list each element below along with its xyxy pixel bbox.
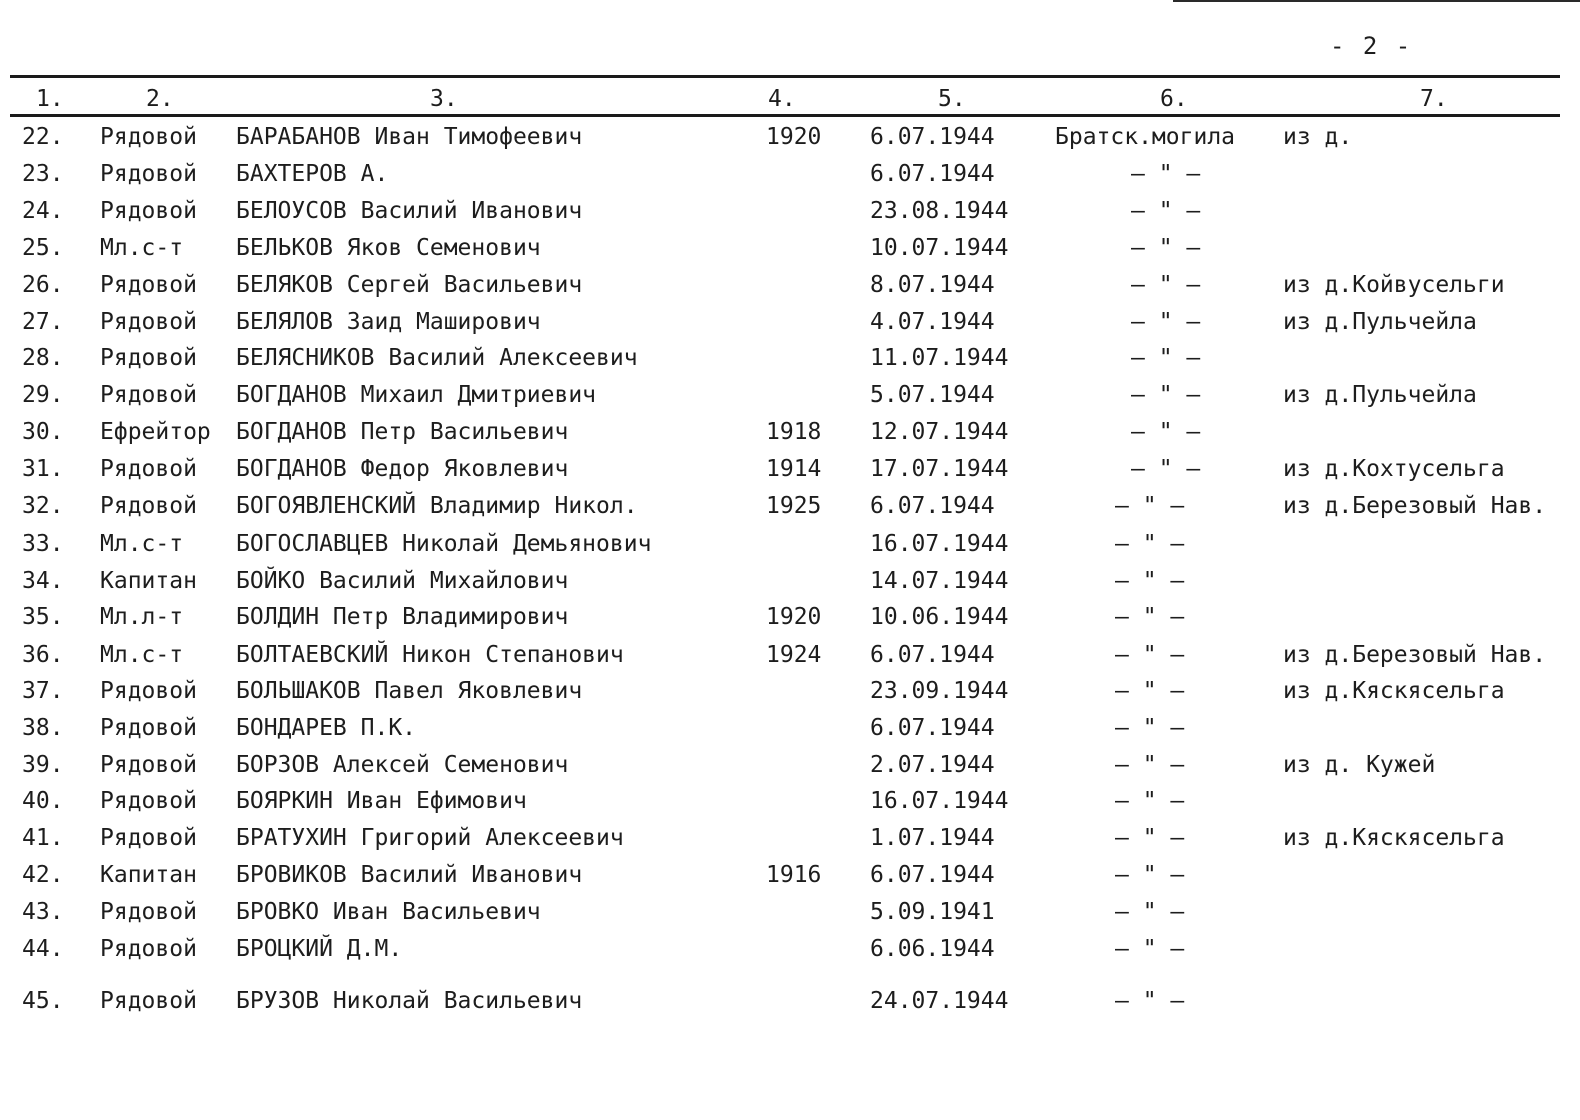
row-origin: из д.Кохтусельга bbox=[1283, 456, 1505, 482]
row-name: БРОВКО Иван Васильевич bbox=[236, 899, 541, 925]
row-death-date: 23.08.1944 bbox=[870, 198, 1009, 224]
row-burial-place: Братск.могила bbox=[1055, 124, 1236, 150]
row-name: БАХТЕРОВ А. bbox=[236, 161, 389, 187]
row-death-date: 17.07.1944 bbox=[870, 456, 1009, 482]
row-rank: Рядовой bbox=[100, 309, 197, 335]
table-row bbox=[0, 491, 1580, 521]
row-burial-place: – " – bbox=[1115, 788, 1185, 814]
row-death-date: 6.07.1944 bbox=[870, 493, 995, 519]
row-burial-place: – " – bbox=[1131, 161, 1201, 187]
table-row bbox=[0, 270, 1580, 300]
table-row bbox=[0, 640, 1580, 670]
row-number: 35. bbox=[22, 604, 64, 630]
row-death-date: 16.07.1944 bbox=[870, 788, 1009, 814]
row-name: БОГДАНОВ Федор Яковлевич bbox=[236, 456, 569, 482]
row-rank: Рядовой bbox=[100, 752, 197, 778]
row-name: БОРЗОВ Алексей Семенович bbox=[236, 752, 569, 778]
row-death-date: 6.07.1944 bbox=[870, 642, 995, 668]
row-name: БАРАБАНОВ Иван Тимофеевич bbox=[236, 124, 583, 150]
row-origin: из д.Пульчейла bbox=[1283, 382, 1477, 408]
row-rank: Капитан bbox=[100, 862, 197, 888]
row-name: БЕЛЯСНИКОВ Василий Алексеевич bbox=[236, 345, 638, 371]
row-birth-year: 1925 bbox=[766, 493, 822, 519]
header-top-rule bbox=[10, 75, 1560, 78]
row-rank: Рядовой bbox=[100, 382, 197, 408]
row-rank: Рядовой bbox=[100, 124, 197, 150]
row-death-date: 11.07.1944 bbox=[870, 345, 1009, 371]
row-rank: Рядовой bbox=[100, 345, 197, 371]
row-rank: Рядовой bbox=[100, 161, 197, 187]
row-death-date: 4.07.1944 bbox=[870, 309, 995, 335]
row-death-date: 10.06.1944 bbox=[870, 604, 1009, 630]
table-row bbox=[0, 380, 1580, 410]
row-number: 33. bbox=[22, 531, 64, 557]
row-rank: Рядовой bbox=[100, 493, 197, 519]
row-death-date: 6.07.1944 bbox=[870, 161, 995, 187]
row-rank: Рядовой bbox=[100, 456, 197, 482]
row-burial-place: – " – bbox=[1115, 862, 1185, 888]
row-birth-year: 1914 bbox=[766, 456, 822, 482]
row-origin: из д. bbox=[1283, 124, 1353, 150]
row-burial-place: – " – bbox=[1115, 988, 1185, 1014]
row-origin: из д. Кужей bbox=[1283, 752, 1436, 778]
row-name: БЕЛОУСОВ Василий Иванович bbox=[236, 198, 583, 224]
row-number: 41. bbox=[22, 825, 64, 851]
row-name: БОГДАНОВ Михаил Дмитриевич bbox=[236, 382, 597, 408]
row-death-date: 8.07.1944 bbox=[870, 272, 995, 298]
row-name: БРУЗОВ Николай Васильевич bbox=[236, 988, 583, 1014]
header-col-1: 1. bbox=[36, 86, 64, 112]
row-rank: Мл.с-т bbox=[100, 642, 184, 668]
row-name: БОЛТАЕВСКИЙ Никон Степанович bbox=[236, 642, 624, 668]
row-number: 24. bbox=[22, 198, 64, 224]
row-number: 40. bbox=[22, 788, 64, 814]
row-rank: Рядовой bbox=[100, 825, 197, 851]
row-number: 32. bbox=[22, 493, 64, 519]
row-name: БОГОСЛАВЦЕВ Николай Демьянович bbox=[236, 531, 652, 557]
row-name: БРОЦКИЙ Д.М. bbox=[236, 936, 403, 962]
row-burial-place: – " – bbox=[1131, 456, 1201, 482]
row-origin: из д.Кяскясельга bbox=[1283, 678, 1505, 704]
table-row bbox=[0, 750, 1580, 780]
row-number: 43. bbox=[22, 899, 64, 925]
row-number: 44. bbox=[22, 936, 64, 962]
row-rank: Рядовой bbox=[100, 678, 197, 704]
row-rank: Рядовой bbox=[100, 936, 197, 962]
row-death-date: 5.09.1941 bbox=[870, 899, 995, 925]
row-death-date: 12.07.1944 bbox=[870, 419, 1009, 445]
row-burial-place: – " – bbox=[1115, 604, 1185, 630]
row-birth-year: 1924 bbox=[766, 642, 822, 668]
row-burial-place: – " – bbox=[1115, 493, 1185, 519]
row-number: 25. bbox=[22, 235, 64, 261]
table-row bbox=[0, 159, 1580, 189]
top-edge-rule bbox=[1173, 0, 1580, 2]
table-row bbox=[0, 786, 1580, 816]
table-row bbox=[0, 307, 1580, 337]
table-row bbox=[0, 986, 1580, 1016]
header-col-7: 7. bbox=[1420, 86, 1448, 112]
table-header-row bbox=[0, 84, 1580, 114]
row-rank: Рядовой bbox=[100, 272, 197, 298]
row-number: 23. bbox=[22, 161, 64, 187]
row-number: 36. bbox=[22, 642, 64, 668]
row-birth-year: 1920 bbox=[766, 604, 822, 630]
row-name: БОГОЯВЛЕНСКИЙ Владимир Никол. bbox=[236, 493, 638, 519]
row-name: БОЛЬШАКОВ Павел Яковлевич bbox=[236, 678, 583, 704]
row-name: БЕЛЯКОВ Сергей Васильевич bbox=[236, 272, 583, 298]
table-row bbox=[0, 676, 1580, 706]
table-row bbox=[0, 343, 1580, 373]
header-col-5: 5. bbox=[938, 86, 966, 112]
row-number: 37. bbox=[22, 678, 64, 704]
row-death-date: 6.06.1944 bbox=[870, 936, 995, 962]
row-burial-place: – " – bbox=[1115, 899, 1185, 925]
row-birth-year: 1916 bbox=[766, 862, 822, 888]
row-burial-place: – " – bbox=[1115, 752, 1185, 778]
row-death-date: 2.07.1944 bbox=[870, 752, 995, 778]
row-burial-place: – " – bbox=[1115, 568, 1185, 594]
table-row bbox=[0, 417, 1580, 447]
row-death-date: 1.07.1944 bbox=[870, 825, 995, 851]
header-col-6: 6. bbox=[1160, 86, 1188, 112]
row-rank: Ефрейтор bbox=[100, 419, 211, 445]
table-row bbox=[0, 713, 1580, 743]
row-burial-place: – " – bbox=[1131, 382, 1201, 408]
row-rank: Мл.л-т bbox=[100, 604, 184, 630]
row-origin: из д.Березовый Нав. bbox=[1283, 642, 1547, 668]
table-row bbox=[0, 529, 1580, 559]
row-name: БОЯРКИН Иван Ефимович bbox=[236, 788, 527, 814]
row-name: БРОВИКОВ Василий Иванович bbox=[236, 862, 583, 888]
row-number: 45. bbox=[22, 988, 64, 1014]
row-rank: Рядовой bbox=[100, 788, 197, 814]
row-number: 28. bbox=[22, 345, 64, 371]
header-col-4: 4. bbox=[768, 86, 796, 112]
row-name: БЕЛЯЛОВ Заид Маширович bbox=[236, 309, 541, 335]
row-name: БЕЛЬКОВ Яков Семенович bbox=[236, 235, 541, 261]
row-rank: Капитан bbox=[100, 568, 197, 594]
row-name: БОНДАРЕВ П.К. bbox=[236, 715, 417, 741]
row-burial-place: – " – bbox=[1115, 642, 1185, 668]
row-death-date: 6.07.1944 bbox=[870, 715, 995, 741]
table-row bbox=[0, 196, 1580, 226]
row-number: 42. bbox=[22, 862, 64, 888]
row-number: 29. bbox=[22, 382, 64, 408]
row-rank: Рядовой bbox=[100, 988, 197, 1014]
row-name: БОЛДИН Петр Владимирович bbox=[236, 604, 569, 630]
row-birth-year: 1920 bbox=[766, 124, 822, 150]
row-number: 26. bbox=[22, 272, 64, 298]
table-row bbox=[0, 233, 1580, 263]
row-death-date: 6.07.1944 bbox=[870, 862, 995, 888]
row-death-date: 5.07.1944 bbox=[870, 382, 995, 408]
row-name: БРАТУХИН Григорий Алексеевич bbox=[236, 825, 624, 851]
row-burial-place: – " – bbox=[1115, 531, 1185, 557]
row-origin: из д.Березовый Нав. bbox=[1283, 493, 1547, 519]
row-death-date: 24.07.1944 bbox=[870, 988, 1009, 1014]
table-row bbox=[0, 934, 1580, 964]
row-burial-place: – " – bbox=[1131, 419, 1201, 445]
row-rank: Мл.с-т bbox=[100, 235, 184, 261]
row-number: 34. bbox=[22, 568, 64, 594]
page-number: - 2 - bbox=[1330, 32, 1413, 60]
row-name: БОЙКО Василий Михайлович bbox=[236, 568, 569, 594]
table-row bbox=[0, 860, 1580, 890]
row-origin: из д.Койвусельги bbox=[1283, 272, 1505, 298]
row-burial-place: – " – bbox=[1115, 678, 1185, 704]
row-burial-place: – " – bbox=[1131, 272, 1201, 298]
row-burial-place: – " – bbox=[1115, 825, 1185, 851]
row-number: 39. bbox=[22, 752, 64, 778]
header-col-3: 3. bbox=[430, 86, 458, 112]
table-row bbox=[0, 823, 1580, 853]
row-death-date: 14.07.1944 bbox=[870, 568, 1009, 594]
row-number: 38. bbox=[22, 715, 64, 741]
header-col-2: 2. bbox=[146, 86, 174, 112]
header-bottom-rule bbox=[10, 114, 1560, 117]
row-burial-place: – " – bbox=[1115, 936, 1185, 962]
table-row bbox=[0, 566, 1580, 596]
row-number: 30. bbox=[22, 419, 64, 445]
row-origin: из д.Кяскясельга bbox=[1283, 825, 1505, 851]
row-rank: Рядовой bbox=[100, 198, 197, 224]
row-birth-year: 1918 bbox=[766, 419, 822, 445]
row-origin: из д.Пульчейла bbox=[1283, 309, 1477, 335]
row-burial-place: – " – bbox=[1131, 235, 1201, 261]
table-row bbox=[0, 454, 1580, 484]
row-name: БОГДАНОВ Петр Васильевич bbox=[236, 419, 569, 445]
row-number: 27. bbox=[22, 309, 64, 335]
row-rank: Рядовой bbox=[100, 715, 197, 741]
table-row bbox=[0, 897, 1580, 927]
row-burial-place: – " – bbox=[1115, 715, 1185, 741]
row-burial-place: – " – bbox=[1131, 345, 1201, 371]
row-burial-place: – " – bbox=[1131, 198, 1201, 224]
table-row bbox=[0, 602, 1580, 632]
row-death-date: 16.07.1944 bbox=[870, 531, 1009, 557]
row-rank: Рядовой bbox=[100, 899, 197, 925]
row-burial-place: – " – bbox=[1131, 309, 1201, 335]
row-number: 22. bbox=[22, 124, 64, 150]
table-row bbox=[0, 122, 1580, 152]
row-death-date: 10.07.1944 bbox=[870, 235, 1009, 261]
row-number: 31. bbox=[22, 456, 64, 482]
row-death-date: 6.07.1944 bbox=[870, 124, 995, 150]
row-death-date: 23.09.1944 bbox=[870, 678, 1009, 704]
row-rank: Мл.с-т bbox=[100, 531, 184, 557]
